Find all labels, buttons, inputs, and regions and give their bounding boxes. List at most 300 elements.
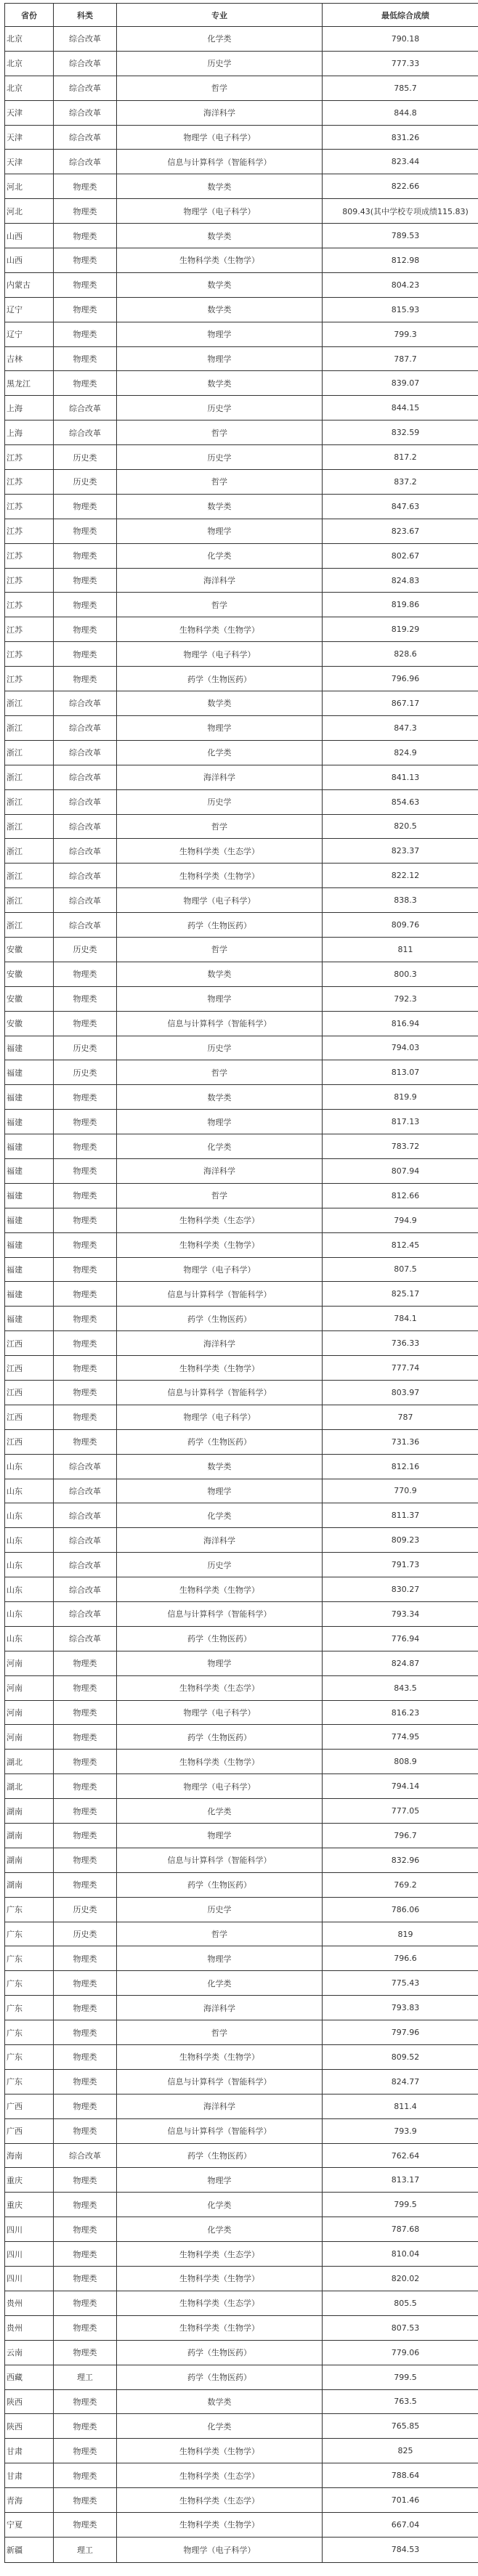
table-row <box>5 1085 478 1110</box>
table-row <box>5 2365 478 2389</box>
cell-major: 数学类 <box>117 371 323 396</box>
cell-category: 物理类 <box>54 1996 117 2020</box>
cell-major: 历史学 <box>117 1036 323 1060</box>
table-row <box>5 1651 478 1675</box>
cell-min-score: 799.3 <box>323 322 478 346</box>
cell-min-score: 796.96 <box>323 667 478 691</box>
cell-province: 重庆 <box>5 2168 54 2193</box>
cell-major: 药学（生物医药） <box>117 667 323 691</box>
cell-province: 广东 <box>5 1971 54 1996</box>
cell-category: 物理类 <box>54 1651 117 1675</box>
table-row <box>5 913 478 938</box>
table-row <box>5 1996 478 2020</box>
cell-category: 物理类 <box>54 2315 117 2340</box>
cell-province: 福建 <box>5 1232 54 1257</box>
cell-category: 物理类 <box>54 2389 117 2414</box>
table-row <box>5 1429 478 1454</box>
table-row <box>5 297 478 322</box>
cell-min-score: 799.5 <box>323 2365 478 2389</box>
cell-category: 物理类 <box>54 1085 117 1110</box>
cell-category: 物理类 <box>54 986 117 1011</box>
cell-province: 河南 <box>5 1651 54 1675</box>
cell-category: 物理类 <box>54 1774 117 1799</box>
table-row <box>5 1307 478 1331</box>
table-row <box>5 864 478 888</box>
cell-min-score: 812.45 <box>323 1232 478 1257</box>
cell-province: 福建 <box>5 1257 54 1282</box>
table-row <box>5 2389 478 2414</box>
cell-category: 物理类 <box>54 962 117 986</box>
cell-min-score: 762.64 <box>323 2143 478 2168</box>
cell-major: 哲学 <box>117 1922 323 1946</box>
cell-min-score: 819 <box>323 1922 478 1946</box>
cell-category: 物理类 <box>54 1824 117 1848</box>
table-row <box>5 1036 478 1060</box>
cell-province: 山东 <box>5 1503 54 1528</box>
cell-major: 哲学 <box>117 76 323 100</box>
table-row <box>5 2537 478 2562</box>
cell-category: 综合改革 <box>54 76 117 100</box>
cell-province: 湖南 <box>5 1872 54 1897</box>
cell-province: 浙江 <box>5 814 54 839</box>
cell-major: 物理学 <box>117 2168 323 2193</box>
table-row <box>5 1479 478 1503</box>
cell-province: 浙江 <box>5 715 54 740</box>
cell-major: 数学类 <box>117 1454 323 1479</box>
cell-min-score: 776.94 <box>323 1626 478 1651</box>
cell-min-score: 804.23 <box>323 272 478 297</box>
table-row <box>5 470 478 495</box>
cell-major: 物理学（电子科学） <box>117 125 323 150</box>
table-row <box>5 2267 478 2291</box>
cell-major: 药学（生物医药） <box>117 1429 323 1454</box>
cell-province: 山东 <box>5 1626 54 1651</box>
cell-category: 物理类 <box>54 224 117 248</box>
cell-category: 综合改革 <box>54 1626 117 1651</box>
cell-province: 海南 <box>5 2143 54 2168</box>
table-row <box>5 519 478 543</box>
table-row <box>5 986 478 1011</box>
cell-category: 综合改革 <box>54 715 117 740</box>
table-row <box>5 27 478 52</box>
cell-province: 浙江 <box>5 740 54 765</box>
cell-province: 江苏 <box>5 667 54 691</box>
cell-category: 综合改革 <box>54 839 117 864</box>
cell-province: 江西 <box>5 1331 54 1356</box>
cell-province: 四川 <box>5 2267 54 2291</box>
cell-min-score: 809.43(其中学校专项成绩115.83) <box>323 199 478 224</box>
cell-category: 综合改革 <box>54 1503 117 1528</box>
cell-min-score: 825.17 <box>323 1282 478 1307</box>
cell-category: 物理类 <box>54 2242 117 2267</box>
table-row <box>5 2193 478 2217</box>
cell-min-score: 817.13 <box>323 1110 478 1134</box>
cell-major: 物理学（电子科学） <box>117 642 323 667</box>
header-province: 省份 <box>5 4 54 27</box>
cell-category: 历史类 <box>54 1060 117 1085</box>
table-row <box>5 1380 478 1405</box>
header-min-score: 最低综合成绩 <box>323 4 478 27</box>
cell-min-score: 815.93 <box>323 297 478 322</box>
cell-province: 福建 <box>5 1158 54 1183</box>
cell-major: 物理学（电子科学） <box>117 1774 323 1799</box>
cell-min-score: 800.3 <box>323 962 478 986</box>
cell-min-score: 803.97 <box>323 1380 478 1405</box>
cell-province: 湖南 <box>5 1848 54 1872</box>
cell-major: 物理学 <box>117 1479 323 1503</box>
cell-province: 浙江 <box>5 765 54 789</box>
cell-min-score: 819.9 <box>323 1085 478 1110</box>
cell-category: 物理类 <box>54 2217 117 2242</box>
cell-province: 陕西 <box>5 2389 54 2414</box>
cell-major: 药学（生物医药） <box>117 1626 323 1651</box>
table-row <box>5 543 478 568</box>
cell-category: 物理类 <box>54 1282 117 1307</box>
cell-category: 物理类 <box>54 1356 117 1381</box>
table-row <box>5 396 478 420</box>
cell-province: 四川 <box>5 2217 54 2242</box>
cell-province: 广东 <box>5 2069 54 2094</box>
cell-province: 山东 <box>5 1479 54 1503</box>
cell-min-score: 816.23 <box>323 1700 478 1725</box>
cell-province: 安徽 <box>5 986 54 1011</box>
cell-min-score: 783.72 <box>323 1134 478 1159</box>
cell-province: 山东 <box>5 1577 54 1602</box>
table-row <box>5 789 478 814</box>
cell-category: 物理类 <box>54 617 117 642</box>
cell-province: 黑龙江 <box>5 371 54 396</box>
cell-major: 海洋科学 <box>117 568 323 593</box>
cell-major: 信息与计算科学（智能科学） <box>117 1011 323 1036</box>
cell-major: 生物科学类（生物学） <box>117 248 323 273</box>
table-row <box>5 1799 478 1824</box>
table-row <box>5 76 478 100</box>
cell-category: 物理类 <box>54 642 117 667</box>
cell-major: 历史学 <box>117 396 323 420</box>
table-row <box>5 1897 478 1922</box>
table-row <box>5 1528 478 1553</box>
cell-category: 历史类 <box>54 470 117 495</box>
cell-major: 物理学（电子科学） <box>117 199 323 224</box>
cell-min-score: 812.98 <box>323 248 478 273</box>
cell-min-score: 832.59 <box>323 420 478 445</box>
table-row <box>5 1454 478 1479</box>
cell-min-score: 820.02 <box>323 2267 478 2291</box>
table-row <box>5 1405 478 1429</box>
cell-min-score: 796.6 <box>323 1946 478 1971</box>
table-row <box>5 1971 478 1996</box>
cell-category: 物理类 <box>54 1380 117 1405</box>
cell-min-score: 792.3 <box>323 986 478 1011</box>
cell-category: 物理类 <box>54 322 117 346</box>
cell-min-score: 820.5 <box>323 814 478 839</box>
cell-province: 江西 <box>5 1356 54 1381</box>
cell-category: 物理类 <box>54 1946 117 1971</box>
cell-province: 山东 <box>5 1454 54 1479</box>
cell-category: 物理类 <box>54 2118 117 2143</box>
cell-major: 数学类 <box>117 962 323 986</box>
cell-province: 上海 <box>5 420 54 445</box>
cell-major: 生物科学类（生物学） <box>117 1750 323 1774</box>
cell-province: 河北 <box>5 199 54 224</box>
cell-min-score: 770.9 <box>323 1479 478 1503</box>
cell-major: 药学（生物医药） <box>117 1872 323 1897</box>
cell-province: 广西 <box>5 2094 54 2118</box>
cell-major: 数学类 <box>117 174 323 199</box>
table-row <box>5 1872 478 1897</box>
table-row <box>5 2168 478 2193</box>
cell-major: 生物科学类（生态学） <box>117 1208 323 1232</box>
cell-province: 内蒙古 <box>5 272 54 297</box>
cell-category: 物理类 <box>54 568 117 593</box>
cell-min-score: 811 <box>323 937 478 962</box>
table-row <box>5 1356 478 1381</box>
cell-category: 综合改革 <box>54 51 117 76</box>
table-row <box>5 765 478 789</box>
table-row <box>5 740 478 765</box>
cell-category: 物理类 <box>54 1208 117 1232</box>
table-row <box>5 1700 478 1725</box>
cell-category: 综合改革 <box>54 1602 117 1627</box>
cell-category: 物理类 <box>54 1331 117 1356</box>
cell-province: 四川 <box>5 2242 54 2267</box>
cell-category: 物理类 <box>54 371 117 396</box>
cell-major: 物理学 <box>117 715 323 740</box>
cell-major: 数学类 <box>117 1085 323 1110</box>
cell-province: 浙江 <box>5 691 54 716</box>
cell-major: 药学（生物医药） <box>117 1725 323 1750</box>
cell-major: 化学类 <box>117 1799 323 1824</box>
cell-min-score: 847.63 <box>323 494 478 519</box>
cell-major: 物理学 <box>117 519 323 543</box>
cell-major: 生物科学类（生态学） <box>117 2488 323 2513</box>
cell-min-score: 813.17 <box>323 2168 478 2193</box>
cell-min-score: 830.27 <box>323 1577 478 1602</box>
cell-province: 江苏 <box>5 642 54 667</box>
cell-min-score: 810.04 <box>323 2242 478 2267</box>
cell-major: 信息与计算科学（智能科学） <box>117 1282 323 1307</box>
cell-province: 福建 <box>5 1183 54 1208</box>
table-row <box>5 2340 478 2365</box>
cell-category: 综合改革 <box>54 765 117 789</box>
cell-major: 哲学 <box>117 1183 323 1208</box>
table-row <box>5 1774 478 1799</box>
cell-min-score: 805.5 <box>323 2291 478 2315</box>
cell-major: 数学类 <box>117 494 323 519</box>
cell-province: 陕西 <box>5 2414 54 2439</box>
cell-province: 湖北 <box>5 1774 54 1799</box>
cell-major: 哲学 <box>117 2020 323 2045</box>
table-row <box>5 2094 478 2118</box>
table-row <box>5 1257 478 1282</box>
cell-province: 河北 <box>5 174 54 199</box>
table-row <box>5 2291 478 2315</box>
cell-province: 天津 <box>5 150 54 174</box>
cell-major: 化学类 <box>117 1503 323 1528</box>
cell-province: 广东 <box>5 1897 54 1922</box>
cell-min-score: 794.9 <box>323 1208 478 1232</box>
table-row <box>5 445 478 470</box>
cell-category: 物理类 <box>54 248 117 273</box>
cell-province: 河南 <box>5 1725 54 1750</box>
cell-min-score: 736.33 <box>323 1331 478 1356</box>
table-row <box>5 1282 478 1307</box>
cell-category: 物理类 <box>54 1848 117 1872</box>
cell-major: 数学类 <box>117 691 323 716</box>
cell-category: 物理类 <box>54 2168 117 2193</box>
cell-category: 综合改革 <box>54 125 117 150</box>
cell-province: 云南 <box>5 2340 54 2365</box>
cell-category: 物理类 <box>54 1011 117 1036</box>
cell-province: 贵州 <box>5 2291 54 2315</box>
table-row <box>5 346 478 371</box>
cell-min-score: 769.2 <box>323 1872 478 1897</box>
cell-province: 浙江 <box>5 864 54 888</box>
cell-min-score: 844.15 <box>323 396 478 420</box>
cell-min-score: 701.46 <box>323 2488 478 2513</box>
cell-category: 物理类 <box>54 1429 117 1454</box>
cell-category: 物理类 <box>54 1971 117 1996</box>
cell-province: 江西 <box>5 1405 54 1429</box>
cell-province: 山东 <box>5 1528 54 1553</box>
cell-major: 化学类 <box>117 2217 323 2242</box>
table-row <box>5 2118 478 2143</box>
table-row <box>5 1602 478 1627</box>
cell-major: 化学类 <box>117 740 323 765</box>
cell-province: 甘肃 <box>5 2439 54 2463</box>
cell-min-score: 777.05 <box>323 1799 478 1824</box>
cell-category: 物理类 <box>54 2340 117 2365</box>
cell-category: 综合改革 <box>54 1454 117 1479</box>
cell-min-score: 807.94 <box>323 1158 478 1183</box>
cell-province: 天津 <box>5 125 54 150</box>
table-row <box>5 1577 478 1602</box>
table-row <box>5 839 478 864</box>
cell-min-score: 828.6 <box>323 642 478 667</box>
cell-category: 历史类 <box>54 1922 117 1946</box>
cell-category: 历史类 <box>54 1036 117 1060</box>
cell-major: 生物科学类（生物学） <box>117 617 323 642</box>
cell-province: 湖南 <box>5 1799 54 1824</box>
cell-min-score: 788.64 <box>323 2463 478 2488</box>
cell-min-score: 786.06 <box>323 1897 478 1922</box>
cell-category: 物理类 <box>54 346 117 371</box>
cell-province: 江苏 <box>5 470 54 495</box>
table-body <box>5 27 478 2563</box>
cell-category: 物理类 <box>54 1232 117 1257</box>
cell-min-score: 775.43 <box>323 1971 478 1996</box>
cell-category: 综合改革 <box>54 420 117 445</box>
cell-min-score: 793.9 <box>323 2118 478 2143</box>
cell-category: 综合改革 <box>54 100 117 125</box>
cell-province: 山东 <box>5 1553 54 1577</box>
cell-major: 生物科学类（生物学） <box>117 864 323 888</box>
table-row <box>5 2242 478 2267</box>
table-row <box>5 1946 478 1971</box>
cell-province: 安徽 <box>5 962 54 986</box>
cell-major: 化学类 <box>117 27 323 52</box>
table-row <box>5 2217 478 2242</box>
cell-major: 哲学 <box>117 814 323 839</box>
cell-major: 生物科学类（生态学） <box>117 839 323 864</box>
cell-min-score: 789.53 <box>323 224 478 248</box>
cell-category: 综合改革 <box>54 789 117 814</box>
cell-min-score: 777.74 <box>323 1356 478 1381</box>
cell-major: 生物科学类（生物学） <box>117 2315 323 2340</box>
cell-category: 综合改革 <box>54 864 117 888</box>
cell-major: 药学（生物医药） <box>117 913 323 938</box>
cell-major: 生物科学类（生态学） <box>117 2242 323 2267</box>
header-category: 科类 <box>54 4 117 27</box>
cell-major: 化学类 <box>117 1134 323 1159</box>
table-row <box>5 2045 478 2070</box>
cell-category: 物理类 <box>54 1750 117 1774</box>
cell-province: 安徽 <box>5 937 54 962</box>
cell-major: 物理学 <box>117 986 323 1011</box>
cell-major: 物理学 <box>117 322 323 346</box>
cell-major: 历史学 <box>117 51 323 76</box>
cell-category: 物理类 <box>54 2045 117 2070</box>
header-major: 专业 <box>117 4 323 27</box>
cell-major: 数学类 <box>117 224 323 248</box>
cell-major: 哲学 <box>117 420 323 445</box>
cell-major: 生物科学类（生物学） <box>117 2267 323 2291</box>
table-row <box>5 1725 478 1750</box>
table-row <box>5 1011 478 1036</box>
cell-province: 广东 <box>5 2045 54 2070</box>
cell-major: 海洋科学 <box>117 2094 323 2118</box>
cell-province: 山西 <box>5 224 54 248</box>
cell-major: 信息与计算科学（智能科学） <box>117 1848 323 1872</box>
cell-category: 物理类 <box>54 2512 117 2537</box>
cell-major: 哲学 <box>117 593 323 617</box>
table-row <box>5 617 478 642</box>
cell-category: 物理类 <box>54 1158 117 1183</box>
table-row <box>5 272 478 297</box>
cell-major: 药学（生物医药） <box>117 2365 323 2389</box>
cell-min-score: 819.29 <box>323 617 478 642</box>
table-row <box>5 1922 478 1946</box>
table-row <box>5 814 478 839</box>
cell-category: 物理类 <box>54 543 117 568</box>
cell-major: 海洋科学 <box>117 1158 323 1183</box>
table-row <box>5 224 478 248</box>
cell-min-score: 837.2 <box>323 470 478 495</box>
table-row <box>5 2488 478 2513</box>
cell-major: 生物科学类（生物学） <box>117 1232 323 1257</box>
cell-min-score: 823.44 <box>323 150 478 174</box>
cell-min-score: 667.04 <box>323 2512 478 2537</box>
cell-min-score: 791.73 <box>323 1553 478 1577</box>
cell-major: 数学类 <box>117 297 323 322</box>
cell-min-score: 807.53 <box>323 2315 478 2340</box>
cell-province: 湖南 <box>5 1824 54 1848</box>
cell-min-score: 824.77 <box>323 2069 478 2094</box>
cell-major: 数学类 <box>117 2389 323 2414</box>
cell-province: 河南 <box>5 1675 54 1700</box>
cell-category: 综合改革 <box>54 1528 117 1553</box>
cell-category: 物理类 <box>54 2020 117 2045</box>
cell-major: 物理学（电子科学） <box>117 1257 323 1282</box>
table-row <box>5 1824 478 1848</box>
cell-major: 生物科学类（生物学） <box>117 2045 323 2070</box>
cell-province: 江苏 <box>5 617 54 642</box>
cell-major: 物理学 <box>117 1110 323 1134</box>
cell-min-score: 844.8 <box>323 100 478 125</box>
cell-province: 浙江 <box>5 839 54 864</box>
cell-category: 综合改革 <box>54 2143 117 2168</box>
table-row <box>5 1232 478 1257</box>
